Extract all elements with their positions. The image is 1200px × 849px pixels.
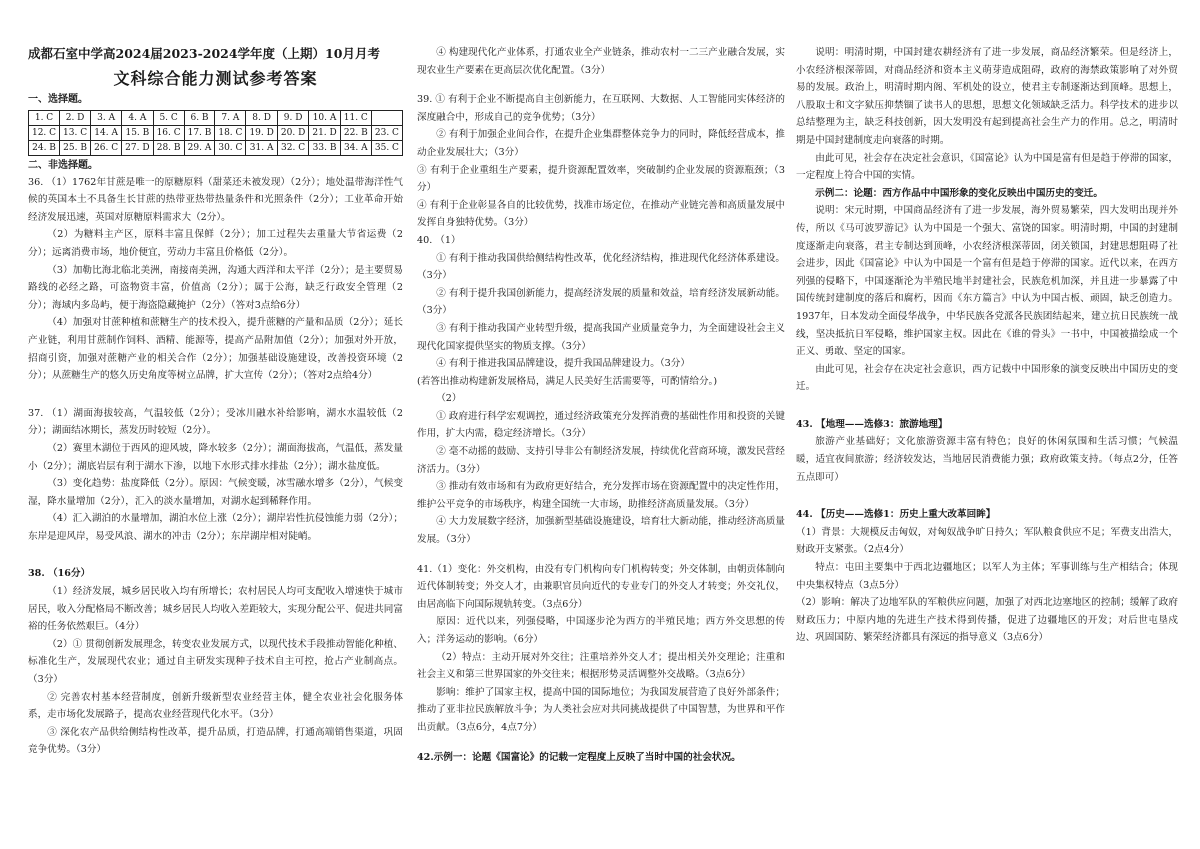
answer-paragraph: ③ 有利于推动我国产业转型升级，提高我国产业质量竞争力，为全面建设社会主义现代化国家提供坚实的物质支撑。（3分） [417,322,785,352]
answer-paragraph: 由此可见，社会存在决定社会意识，西方记载中中国形象的演变反映出中国历史的变迁。 [796,363,1178,393]
answer-paragraph: 41.（1）变化：外交机构，由没有专门机构向专门机构转变；外交体制，由朝贡体制向近代体制转变；外交人才，由兼职官员向近代的专业专门的外交人才转变；外交礼仪，由居高临下向国际规轨转变。（3点6分） [417,563,785,610]
answer-cell: 11. C [340,110,371,125]
answer-paragraph: ③ 有利于企业重组生产要素，提升资源配置效率，突破制约企业发展的资源瓶颈；（3分） [417,164,785,194]
answer-cell: 31. A [246,140,277,155]
column-left [28,40,403,759]
answer-cell: 17. B [184,125,215,140]
answer-paragraph: 38. （16分） [28,568,91,580]
answer-paragraph: ④ 大力发展数字经济，加强新型基础设施建设，培育壮大新动能，推动经济高质量发展。（3分） [417,516,785,546]
section-title-choice: 一、选择题。 [28,93,88,105]
answer-paragraph: 43. 【地理——选修3：旅游地理】 [796,418,948,430]
answer-cell: 29. A [184,140,215,155]
answer-paragraph: （2）影响：解决了边地军队的军粮供应问题，加强了对西北边塞地区的控制；缓解了政府财政压力；中原内地的先进生产技术得到传播，促进了边疆地区的开发；对后世屯垦戍边、巩固国防、繁荣经济都具有深远的指导意义（3点6分） [796,597,1178,644]
table-row [29,110,403,125]
answer-paragraph: 原因：近代以来，列强侵略，中国逐步沦为西方的半殖民地；西方外交思想的传入；洋务运动的影响。（6分） [417,616,785,645]
answer-cell: 26. C [91,140,122,155]
answer-paragraph: ② 有利于加强企业间合作，在提升企业集群整体竞争力的同时，降低经营成本，推动企业发展壮大；（3分） [417,129,785,158]
answer-table [28,110,403,156]
answer-paragraph: （4）加强对甘蔗种植和蔗糖生产的技术投入，提升蔗糖的产量和品质（2分）；延长产业链，利用甘蔗制作饲料、酒精、能源等，提高产品附加值（2分）；加强对外开放，招商引资，加强对蔗糖产业的相关合作（2分）；加强基础设施建设，改善投资环境（2分）；从蔗糖生产的悠久历史角度等树立品牌，扩大宣传（2分）；（答对2点给4分） [28,317,403,382]
answer-paragraph: ① 有利于推动我国供给侧结构性改革，优化经济结构，推进现代化经济体系建设。（3分） [417,252,785,282]
answer-paragraph: （2）为糖料主产区，原料丰富且保鲜（2分）；加工过程失去重量大节省运费（2分）；远离消费市场，地价便宜，劳动力丰富且价格低（2分）。 [28,229,403,258]
answer-paragraph: 40. （1） [417,234,461,246]
answer-paragraph: ③ 推动有效市场和有为政府更好结合，充分发挥市场在资源配置中的决定性作用，维护公平竞争的市场秩序，构建全国统一大市场，助推经济高质量发展。（3分） [417,481,785,510]
exam-title: 成都石室中学高2024届2023-2024学年度（上期）10月月考 [28,46,380,61]
answer-paragraph: 由此可见，社会存在决定社会意识，《国富论》认为中国是富有但是趋于停滞的国家，一定程度上符合中国的实情。 [796,152,1178,182]
answer-cell: 24. B [29,140,60,155]
answer-cell-empty [371,110,402,125]
answer-cell: 30. C [215,140,246,155]
answer-paragraph: ④ 构建现代化产业体系，打通农业全产业链条，推动农村一二三产业融合发展，实现农业生产要素在更高层次优化配置。（3分） [417,47,785,76]
answer-paragraph: ② 完善农村基本经营制度，创新升级新型农业经营主体，健全农业社会化服务体系，走市场化发展路子，提高农业经营现代化水平。（3分） [28,691,403,721]
answer-cell: 16. C [153,125,184,140]
answer-cell: 33. B [309,140,340,155]
answer-paragraph: （2）① 贯彻创新发展理念，转变农业发展方式，以现代技术手段推动智能化种植、标准化生产，发展现代农业；通过自主研发实现种子技术自主可控，抢占产业制高点。（3分） [28,638,403,686]
answer-cell: 9. D [277,110,308,125]
answer-paragraph: （4）汇入湖泊的水量增加，湖泊水位上涨（2分）；湖岸岩性抗侵蚀能力弱（2分）；东岸是迎风岸，易受风浪、湖水的冲击（2分）；东岸湖岸相对陡峭。 [28,513,403,542]
answer-cell: 3. A [91,110,122,125]
answer-cell: 23. C [371,125,402,140]
table-row [29,140,403,155]
answer-cell: 7. A [215,110,246,125]
section-title-nonchoice: 二、非选择题。 [28,159,98,171]
answer-cell: 20. D [277,125,308,140]
answer-paragraph: (若答出推动构建新发展格局，满足人民美好生活需要等，可酌情给分。) [417,375,718,387]
answer-cell: 1. C [29,110,60,125]
answer-paragraph: 36. （1）1762年甘蔗是唯一的原糖原料（甜菜还未被发现）（2分）；地处温带海洋性气候的英国本土不具备生长甘蔗的热带亚热带热量条件和光照条件（2分）；工业革命开始经济发展迅速，英国对原糖原料需求大（2分）。 [28,176,403,223]
answer-paragraph: 说明：明清时期，中国封建农耕经济有了进一步发展，商品经济繁荣。但是经济上，小农经济根深蒂固，对商品经济和资本主义萌芽造成阻碍，政府的海禁政策影响了对外贸易的发展。政治上，明清时期内阁、军机处的设立，使君主专制逐渐达到顶峰。思想上，八股取士和文字狱压抑禁锢了读书人的思想，思想文化领域缺乏活力。科学技术的进步以总结整理为主，缺乏科技创新，因大发明没有起到提高社会生产力的作用。总之，明清时期是中国封建制度走向衰落的时期。 [796,47,1178,146]
answer-cell: 14. A [91,125,122,140]
answer-cell: 21. D [309,125,340,140]
answer-paragraph: ④ 有利于推进我国品牌建设，提升我国品牌建设力。（3分） [436,358,690,370]
answer-cell: 12. C [29,125,60,140]
answer-paragraph: 旅游产业基础好；文化旅游资源丰富有特色；良好的休闲氛围和生活习惯；气候温暖，适宜夜间旅游；经济较发达，当地居民消费能力强；政府政策支持。（每点2分，任答五点即可） [796,436,1178,483]
answer-paragraph: ② 有利于提升我国创新能力，提高经济发展的质量和效益，培育经济发展新动能。（3分） [417,287,785,317]
answer-cell: 4. A [122,110,153,125]
answer-paragraph: 说明：宋元时期，中国商品经济有了进一步发展，海外贸易繁荣，四大发明出现并外传，所以《马可波罗游记》认为中国是一个强大、富饶的国家。明清时期，中国的封建制度逐渐走向衰落，君主专制达到顶峰，小农经济根深蒂固，闭关锁国，封建思想阻碍了社会进步，因此《国富论》中认为中国是一个富有但是趋于停滞的国家。近代以来，在西方列强的侵略下，中国逐渐沦为半殖民地半封建社会，民族危机加深，并且进一步暴露了中国传统封建制度的落后和腐朽，因而《东方篇言》中认为中国古板、顽固，缺乏创造力。1937年，日本发动全面侵华战争，中华民族各党派各民族团结起来，建立抗日民族统一战线，坚决抵抗日军侵略，维护国家主权。因此在《谁的骨头》一书中，中国被描绘成一个正义、勇敢、坚定的国家。 [796,205,1178,358]
answer-cell: 6. B [184,110,215,125]
answer-paragraph: 39. ① 有利于企业不断提高自主创新能力，在互联网、大数据、人工智能同实体经济的深度融合中，形成自己的竞争优势；（3分） [417,94,785,123]
answer-cell: 34. A [340,140,371,155]
answer-key-title: 文科综合能力测试参考答案 [113,69,318,88]
answer-cell: 8. D [246,110,277,125]
answer-cell: 32. C [277,140,308,155]
column-middle [417,44,785,766]
answer-paragraph: 37. （1）湖面海拔较高，气温较低（2分）；受冰川融水补给影响，湖水水温较低（2分）；湖面结冰期长，蒸发历时较短（2分）。 [28,407,403,437]
answer-cell: 2. D [60,110,91,125]
answer-paragraph: （2） [436,393,462,405]
answer-cell: 25. B [60,140,91,155]
answer-cell: 28. B [153,140,184,155]
answer-paragraph: 影响：维护了国家主权，提高中国的国际地位；为我国发展营造了良好外部条件；推动了亚非拉民族解放斗争；为人类社会应对共同挑战提供了中国智慧，为世界和平作出贡献。（3点6分，4点7分） [417,686,785,733]
answer-paragraph: （3）加勒比海北临北美洲，南接南美洲，沟通大西洋和太平洋（2分）；是主要贸易路线的必经之路，可盗物资丰富，价值高（2分）；属于公海，缺乏行政安全管理（2分）；海域内多岛屿，便于海盗隐藏掩护（2分）（答对3点给6分） [28,264,403,311]
answer-paragraph: （2）赛里木湖位于西风的迎风坡，降水较多（2分）；湖面海拔高，气温低，蒸发量小（2分）；湖底岩层有利于湖水下渗，以地下水形式排水排盐（2分）；湖水盐度低。 [28,442,403,472]
answer-cell: 35. C [371,140,402,155]
column-right [796,44,1178,647]
table-row [29,125,403,140]
answer-cell: 5. C [153,110,184,125]
answer-paragraph: （3）变化趋势：盐度降低（2分）。原因：气候变暖，冰雪融水增多（2分），气候变湿，降水量增加（2分），汇入的淡水量增加，对湖水起到稀释作用。 [28,478,403,507]
answer-paragraph: （2）特点：主动开展对外交往；注重培养外交人才；提出相关外交理论；注重和社会主义和第三世界国家的外交往来；根据形势灵活调整外交战略。（3点6分） [417,651,785,681]
answer-paragraph: 特点：屯田主要集中于西北边疆地区；以军人为主体；军事训练与生产相结合；体现中央集权特点（3点5分） [796,562,1178,591]
answer-cell: 10. A [309,110,340,125]
answer-cell: 13. C [60,125,91,140]
answer-cell: 27. D [122,140,153,155]
answer-paragraph: ① 政府进行科学宏观调控，通过经济政策充分发挥消费的基础性作用和投资的关键作用，扩大内需，稳定经济增长。（3分） [417,410,785,440]
answer-paragraph: （1）经济发展，城乡居民收入均有所增长；农村居民人均可支配收入增速快于城市居民，收入分配格局不断改善；城乡居民人均收入差距较大，实现分配公平、促进共同富裕的任务依然艰巨。（4分） [28,586,403,633]
answer-paragraph: ④ 有利于企业彰显各自的比较优势，找准市场定位，在推动产业链完善和高质量发展中发挥自身独特优势。（3分） [417,199,785,229]
answer-paragraph: 示例二：论题：西方作品中中国形象的变化反映出中国历史的变迁。 [815,187,1103,199]
answer-paragraph: （1）背景：大规模反击匈奴，对匈奴战争旷日持久；军队粮食供应不足；军费支出浩大，财政开支紧张。（2点4分） [796,526,1178,556]
answer-paragraph: ③ 深化农产品供给侧结构性改革，提升品质，打造品牌，打通高端销售渠道，巩固竞争优势。（3分） [28,726,403,756]
answer-paragraph: 44. 【历史——选修1：历史上重大改革回眸】 [796,509,996,521]
answer-cell: 22. B [340,125,371,140]
answer-cell: 19. D [246,125,277,140]
answer-cell: 15. B [122,125,153,140]
answer-paragraph: ② 毫不动摇的鼓励、支持引导非公有制经济发展，持续优化营商环境，激发民营经济活力。（3分） [417,446,785,475]
answer-paragraph: 42.示例一：论题《国富论》的记载一定程度上反映了当时中国的社会状况。 [417,751,741,763]
answer-cell: 18. C [215,125,246,140]
